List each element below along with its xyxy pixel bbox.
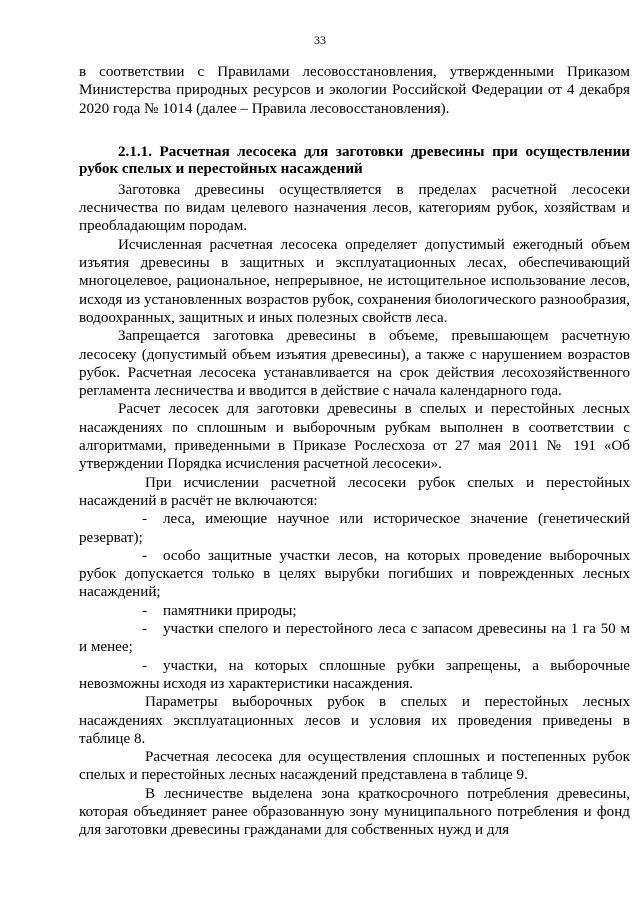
page-body — [79, 63, 630, 840]
list-item-text: леса, имеющие научное или историческое значение (генетический резерват); — [79, 511, 630, 546]
section-heading: 2.1.1. Расчетная лесосека для заготовки древесины при осуществлении рубок спелых и перестойных насаждений — [79, 143, 630, 178]
paragraph: Исчисленная расчетная лесосека определяет допустимый ежегодный объем изъятия древесины в защитных и эксплуатационных лесах, обеспечивающий многоцелевое, рациональное, непрерывное, не истощительное использование лесов, исходя из установленных возрастов рубок, сохранения биологического разнообразия, водоохранных, защитных и иных полезных свойств леса. — [79, 236, 630, 326]
paragraph: Расчет лесосек для заготовки древесины в спелых и перестойных лесных насаждениях по сплошным и выборочным рубкам выполнен в соответствии с алгоритмами, приведенными в Приказе Рослесхоза от 27 мая 2011 № 191 «Об утверждении Порядка исчисления расчетной лесосеки». — [79, 401, 630, 473]
paragraph: При исчислении расчетной лесосеки рубок спелых и перестойных насаждений в расчёт не включаются: — [79, 474, 630, 509]
paragraph: В лесничестве выделена зона краткосрочного потребления древесины, которая объединяет ранее образованную зону муниципального потребления и фонд для заготовки древесины гражданами для собственных нужд и для — [79, 785, 630, 839]
paragraph: Расчетная лесосека для осуществления сплошных и постепенных рубок спелых и перестойных лесных насаждений представлена в таблице 9. — [79, 749, 630, 784]
paragraph: Запрещается заготовка древесины в объеме, превышающем расчетную лесосеку (допустимый объем изъятия древесины), а также с нарушением возрастов рубок. Расчетная лесосека устанавливается на срок действия лесохозяйственного регламента лесничества и вводится в действие с начала календарного года. — [79, 328, 630, 400]
list-item — [79, 547, 630, 602]
paragraph: Параметры выборочных рубок в спелых и перестойных лесных насаждениях эксплуатационных лесов и условия их проведения приведены в таблице 8. — [79, 694, 630, 747]
list-item — [79, 657, 630, 694]
dash-marker: - — [142, 602, 148, 619]
list-item-text: участки спелого и перестойного леса с запасом древесины на 1 га 50 м и менее; — [79, 621, 630, 656]
intro-paragraph: в соответствии с Правилами лесовосстановления, утвержденными Приказом Министерства природных ресурсов и экологии Российской Федерации от 4 декабря 2020 года № 1014 (далее – Правила лесовосстановления). — [79, 64, 630, 117]
list-item — [79, 602, 630, 620]
page-number: 33 — [314, 33, 326, 47]
dash-marker: - — [142, 621, 148, 638]
list-item-text: участки, на которых сплошные рубки запрещены, а выборочные невозможны исходя из характеристики насаждения. — [79, 657, 630, 692]
list-item — [79, 510, 630, 547]
dash-marker: - — [142, 547, 148, 564]
dash-marker: - — [142, 657, 148, 674]
paragraph: Заготовка древесины осуществляется в пределах расчетной лесосеки лесничества по видам целевого назначения лесов, категориям рубок, хозяйствам и преобладающим породам. — [79, 181, 630, 235]
dash-marker: - — [142, 511, 148, 528]
list-item-text: памятники природы; — [163, 602, 297, 619]
list-item — [79, 620, 630, 657]
list-item-text: особо защитные участки лесов, на которых проведение выборочных рубок допускается только в целях вырубки погибших и поврежденных лесных насаждений; — [79, 547, 630, 601]
